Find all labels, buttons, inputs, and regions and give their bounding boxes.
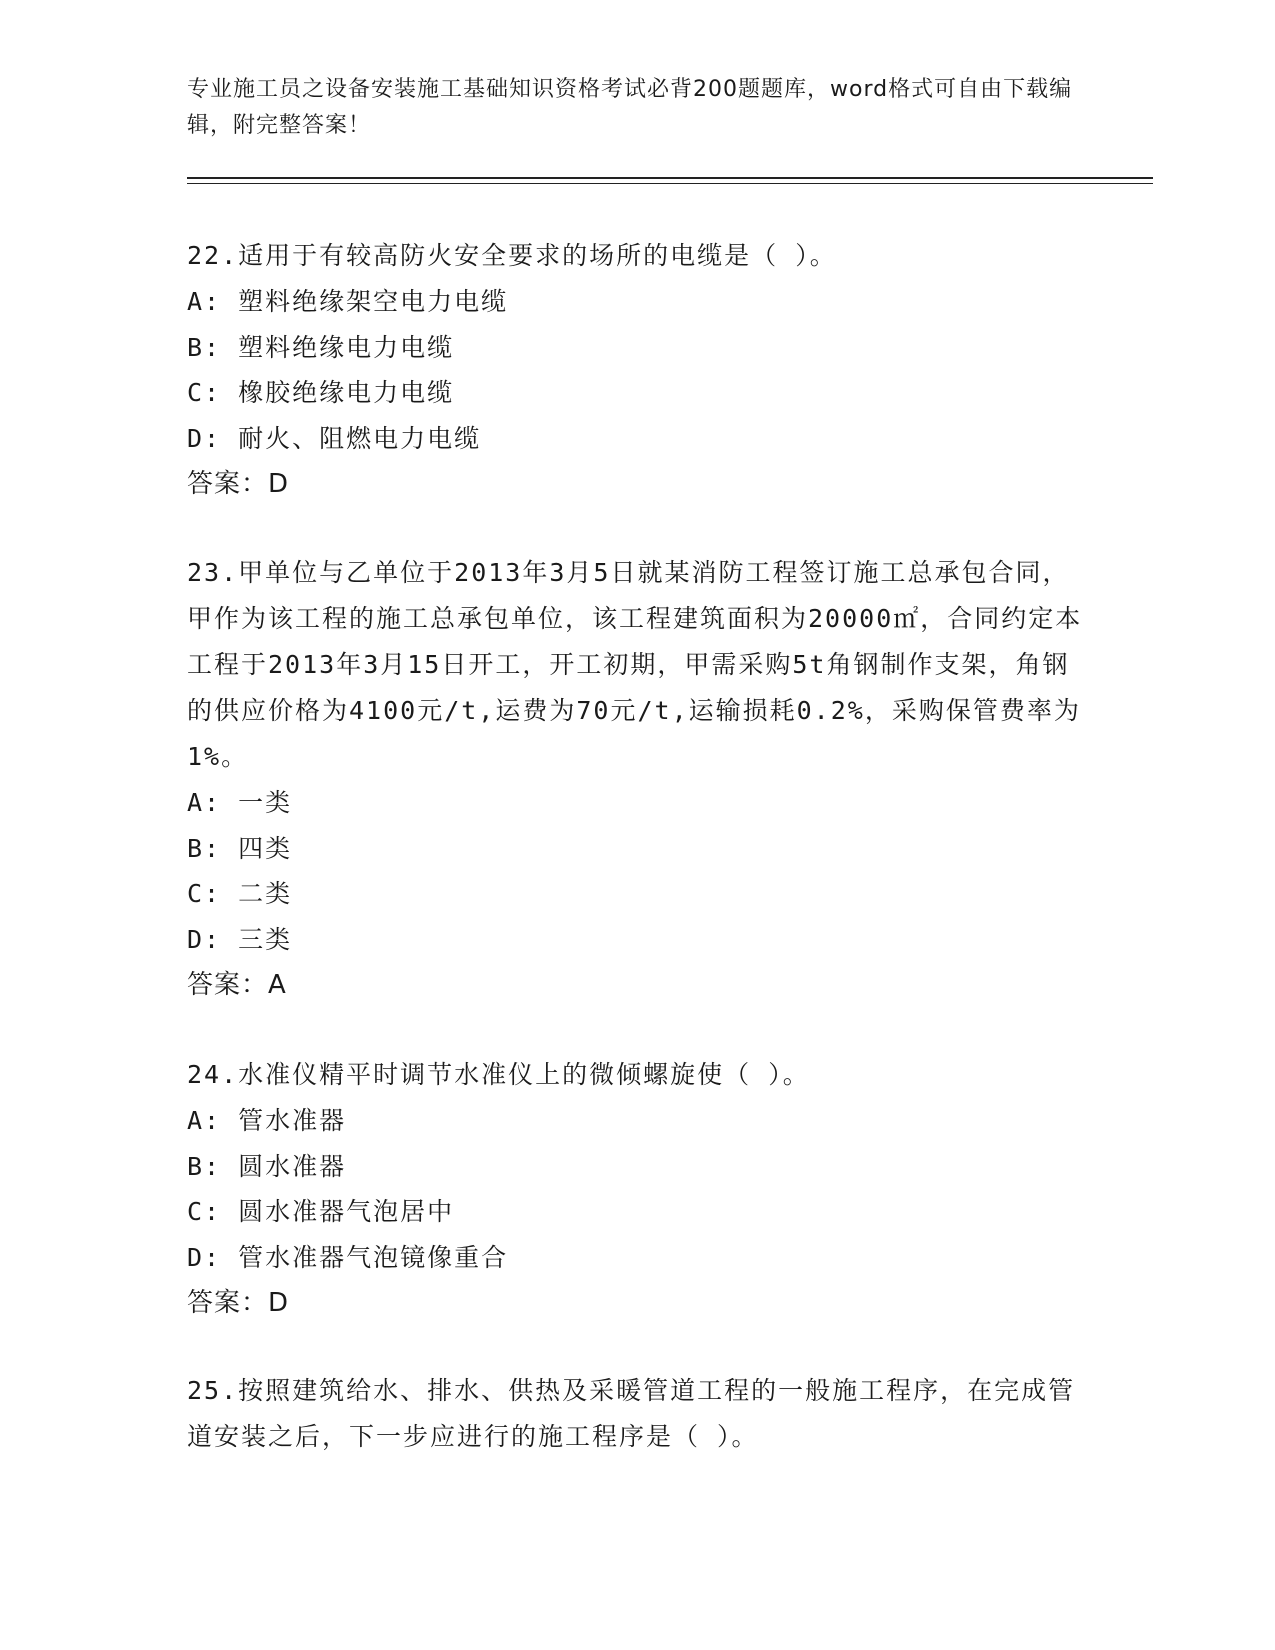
question-22	[187, 233, 1087, 507]
question-23	[187, 550, 1087, 1008]
option-a: A: 管水准器	[187, 1106, 347, 1135]
option-c: C: 二类	[187, 879, 293, 908]
question-stem: 25.按照建筑给水、排水、供热及采暖管道工程的一般施工程序，在完成管道安装之后，下一步应进行的施工程序是（ ）。	[187, 1376, 1076, 1451]
question-24	[187, 1052, 1087, 1326]
option-c: C: 圆水准器气泡居中	[187, 1197, 455, 1226]
answer-line: 答案：A	[187, 970, 287, 1000]
option-d: D: 耐火、阻燃电力电缆	[187, 423, 482, 453]
question-stem: 24.水准仪精平时调节水准仪上的微倾螺旋使（ ）。	[187, 1060, 810, 1089]
option-a: A: 塑料绝缘架空电力电缆	[187, 287, 509, 316]
answer-line: 答案：D	[187, 1288, 290, 1318]
option-b: B: 塑料绝缘电力电缆	[187, 332, 455, 362]
question-25	[187, 1368, 1087, 1460]
question-stem: 22.适用于有较高防火安全要求的场所的电缆是（ ）。	[187, 241, 837, 270]
header-divider-thick	[187, 177, 1153, 179]
answer-line: 答案：D	[187, 469, 290, 499]
question-stem: 23.甲单位与乙单位于2013年3月5日就某消防工程签订施工总承包合同，甲作为该工程的施工总承包单位，该工程建筑面积为20000㎡，合同约定本工程于2013年3月15日开工，开工初期，甲需采购5t角钢制作支架，角钢的供应价格为4100元/t,运费为70元/t,运输损耗0.2%，采购保管费率为1%。	[187, 558, 1083, 771]
document-header: 专业施工员之设备安装施工基础知识资格考试必背200题题库，word格式可自由下载编辑，附完整答案！	[187, 77, 1073, 138]
option-a: A: 一类	[187, 788, 293, 817]
option-d: D: 三类	[187, 924, 293, 954]
option-b: B: 圆水准器	[187, 1151, 347, 1181]
option-b: B: 四类	[187, 833, 293, 863]
header-divider-thin	[187, 183, 1153, 184]
option-c: C: 橡胶绝缘电力电缆	[187, 378, 455, 407]
option-d: D: 管水准器气泡镜像重合	[187, 1242, 509, 1272]
